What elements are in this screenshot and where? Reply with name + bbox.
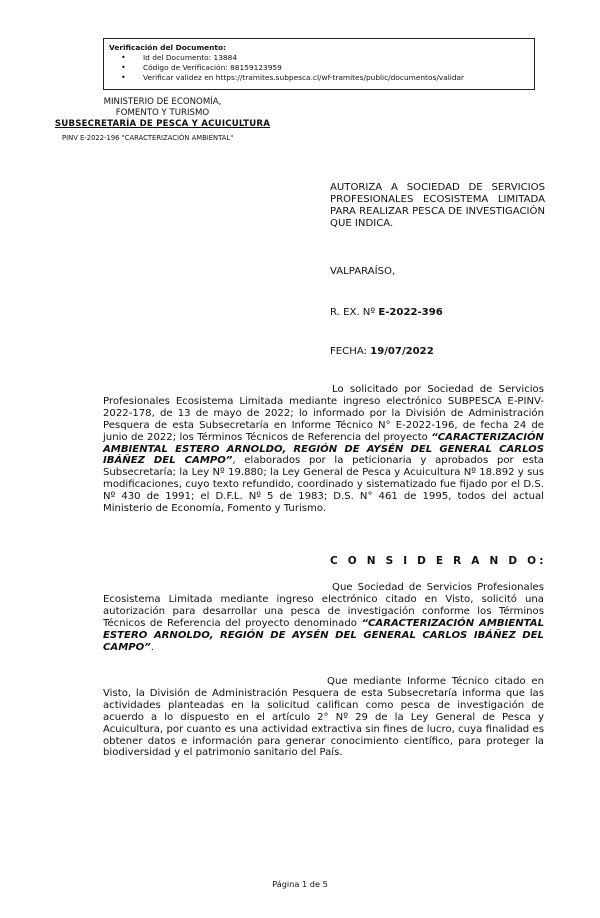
resolution-number (330, 307, 443, 319)
considerando-heading: C O N S I D E R A N D O: (330, 555, 547, 567)
fecha-date: 19/07/2022 (370, 346, 434, 357)
fecha-label: FECHA: (330, 346, 367, 357)
pinv-reference: PINV E-2022-196 "CARACTERIZACIÓN AMBIENTAL" (62, 134, 234, 142)
verification-title: Verificación del Documento: (109, 43, 226, 52)
verification-item: • Verificar validez en https://tramites.subpesca.cl/wf-tramites/public/documentos/validar (121, 73, 465, 82)
rex-label: R. EX. Nº (330, 307, 376, 318)
resolution-date (330, 346, 434, 358)
visto-paragraph: Lo solicitado por Sociedad de Servicios Profesionales Ecosistema Limitada mediante ingreso electrónico SUBPESCA E-PINV-2022-178, de 13 de mayo de 2022; lo informado por la División de Administración Pesquera de esta Subsecretaría en Informe Técnico N° E-2022-196, de fecha 24 de junio de 2022; los Términos Técnicos de Referencia del proyecto “CARACTERIZACIÓN AMBIENTAL ESTERO ARNOLDO, REGIÓN DE AYSÉN DEL GENERAL CARLOS IBÁÑEZ DEL CAMPO”, elaborados por la peticionaria y aprobados por esta Subsecretaría; la Ley Nº 19.880; la Ley General de Pesca y Acuicultura Nº 18.892 y sus modificaciones, cuyo texto refundido, coordinado y sistematizado fue fijado por el D.S. Nº 430 de 1991; el D.F.L. Nº 5 de 1983; D.S. N° 461 de 1995, todos del actual Ministerio de Economía, Fomento y Turismo. (103, 384, 544, 515)
bullet-icon: • (121, 73, 126, 82)
verification-item: • Código de Verificación: 88159123959 (121, 63, 282, 72)
considerando-paragraph-1: Que Sociedad de Servicios Profesionales Ecosistema Limitada mediante ingreso electrónico citado en Visto, solicitó una autorización para desarrollar una pesca de investigación conforme los Términos Técnicos de Referencia del proyecto denominado “CARACTERIZACIÓN AMBIENTAL ESTERO ARNOLDO, REGIÓN DE AYSÉN DEL GENERAL CARLOS IBÁÑEZ DEL CAMPO”. (103, 582, 544, 653)
bullet-icon: • (121, 53, 126, 62)
considerando-paragraph-2: Que mediante Informe Técnico citado en Visto, la División de Administración Pesquera de esta Subsecretaría informa que las actividades planteadas en la solicitud califican como pesca de investigación de acuerdo a lo dispuesto en el artículo 2° Nº 29 de la Ley General de Pesca y Acuicultura, por cuanto es una actividad extractiva sin fines de lucro, cuya finalidad es obtener datos e información para generar conocimiento científico, para proteger la biodiversidad y el patrimonio sanitario del País. (103, 676, 544, 759)
ministry-line2: FOMENTO Y TURISMO (115, 108, 210, 118)
subsecretaria: SUBSECRETARÍA DE PESCA Y ACUICULTURA (54, 119, 271, 129)
page-number: Página 1 de 5 (272, 879, 328, 889)
resolution-summary: AUTORIZA A SOCIEDAD DE SERVICIOS PROFESIONALES ECOSISTEMA LIMITADA PARA REALIZAR PESCA DE INVESTIGACIÓN QUE INDICA. (330, 182, 545, 229)
rex-number: E-2022-396 (378, 307, 443, 318)
place: VALPARAÍSO, (330, 266, 396, 277)
verification-list (109, 53, 534, 83)
verification-item: • Id del Documento: 13884 (121, 53, 238, 62)
verification-box (103, 38, 535, 90)
bullet-icon: • (121, 63, 126, 72)
ministry-line1: MINISTERIO DE ECONOMÍA, (103, 97, 222, 107)
ministry-header (40, 97, 285, 130)
